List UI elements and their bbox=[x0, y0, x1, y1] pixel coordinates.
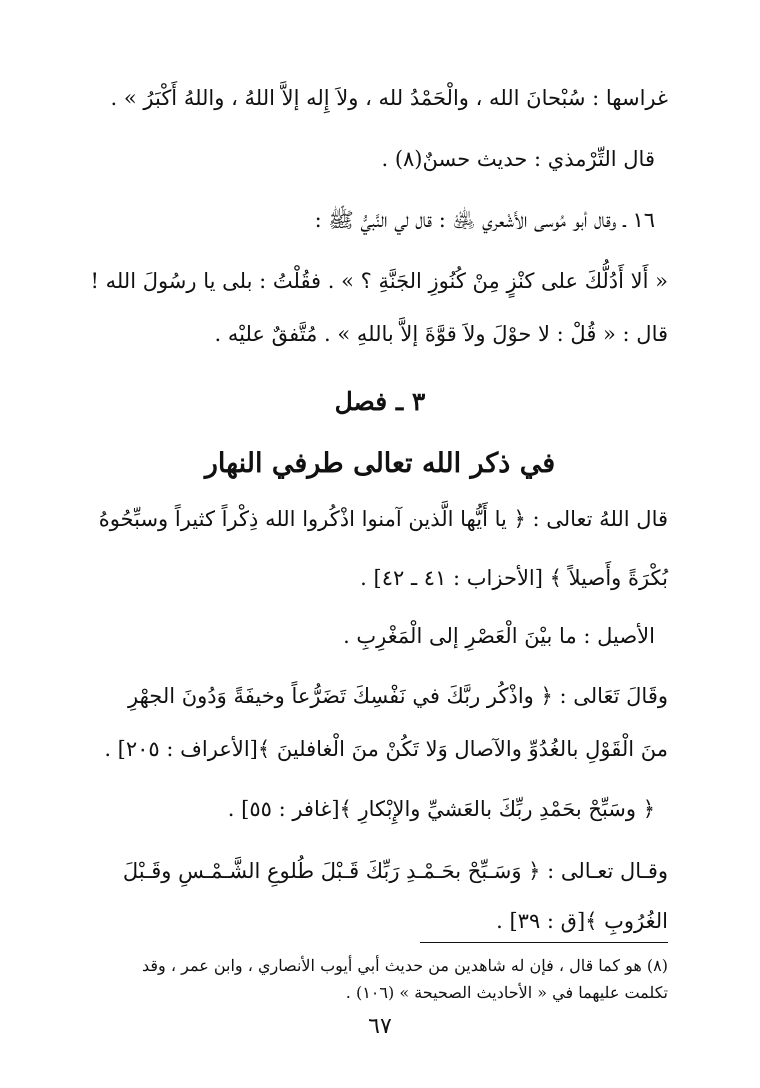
section-heading: ٣ ـ فصل bbox=[334, 387, 426, 416]
text-line: ١٦ ـ وقال أبو مُوسى الأَشْعري ﵁ : قال لي النَّبيُّ ﷺ : bbox=[314, 208, 655, 232]
text-line: الأصيل : ما بيْنَ الْعَصْرِ إلى الْمَغْرِبِ . bbox=[343, 624, 655, 648]
text-line: بُكْرَةً وأَصيلاً ﴾ [الأحزاب : ٤١ ـ ٤٢] . bbox=[360, 566, 668, 590]
text-line: قال : « قُلْ : لا حوْلَ ولاَ قوَّةَ إلاَّ باللهِ » . مُتَّفقٌ عليْه . bbox=[214, 322, 668, 346]
section-subtitle: في ذكر الله تعالى طرفي النهار bbox=[204, 448, 556, 479]
text-line: وقَالَ تَعَالى : ﴿ واذْكُر ربَّكَ في نَفْسِكَ تَضَرُّعاً وخيفَةً وَدُونَ الجهْرِ bbox=[128, 684, 668, 708]
text-line: قال اللهُ تعالى : ﴿ يا أَيُّها الَّذين آمنوا اذْكُروا الله ذِكْراً كثيراً وسبِّحُوهُ bbox=[98, 507, 668, 531]
page-number: ٦٧ bbox=[368, 1014, 392, 1039]
footnote-divider bbox=[420, 942, 668, 943]
text-line: قال التِّرْمذي : حديث حسنٌ(٨) . bbox=[381, 147, 655, 171]
text-line: منَ الْقَوْلِ بالغُدُوِّ والآصال وَلا تَكُنْ منَ الْغافلينَ ﴾[الأعراف : ٢٠٥] . bbox=[104, 737, 668, 761]
text-line: غراسها : سُبْحانَ الله ، والْحَمْدُ لله ، ولاَ إِله إلاَّ اللهُ ، واللهُ أَكْبَرُ » . bbox=[110, 86, 668, 110]
text-line: وقـال تعـالى : ﴿ وَسَـبِّحْ بحَـمْـدِ رَبِّكَ قَـبْلَ طُلوعِ الشَّـمْـسِ وقَـبْلَ bbox=[122, 859, 668, 883]
footnote-line: (٨) هو كما قال ، فإن له شاهدين من حديث أبي أيوب الأنصاري ، وابن عمر ، وقد bbox=[142, 956, 668, 975]
text-line: « أَلا أَدُلُّكَ على كنْزٍ مِنْ كُنُوزِ الجَنَّةِ ؟ » . فقُلْتُ : بلى يا رسُولَ الله ! bbox=[90, 269, 668, 293]
footnote-line: تكلمت عليهما في « الأحاديث الصحيحة » (١٠٦) . bbox=[345, 983, 668, 1002]
text-line: الغُرُوبِ ﴾[ق : ٣٩] . bbox=[496, 909, 668, 933]
text-line: ﴿ وسَبِّحْ بحَمْدِ ربِّكَ بالعَشيِّ والإِبْكارِ ﴾[غافر : ٥٥] . bbox=[227, 797, 655, 821]
